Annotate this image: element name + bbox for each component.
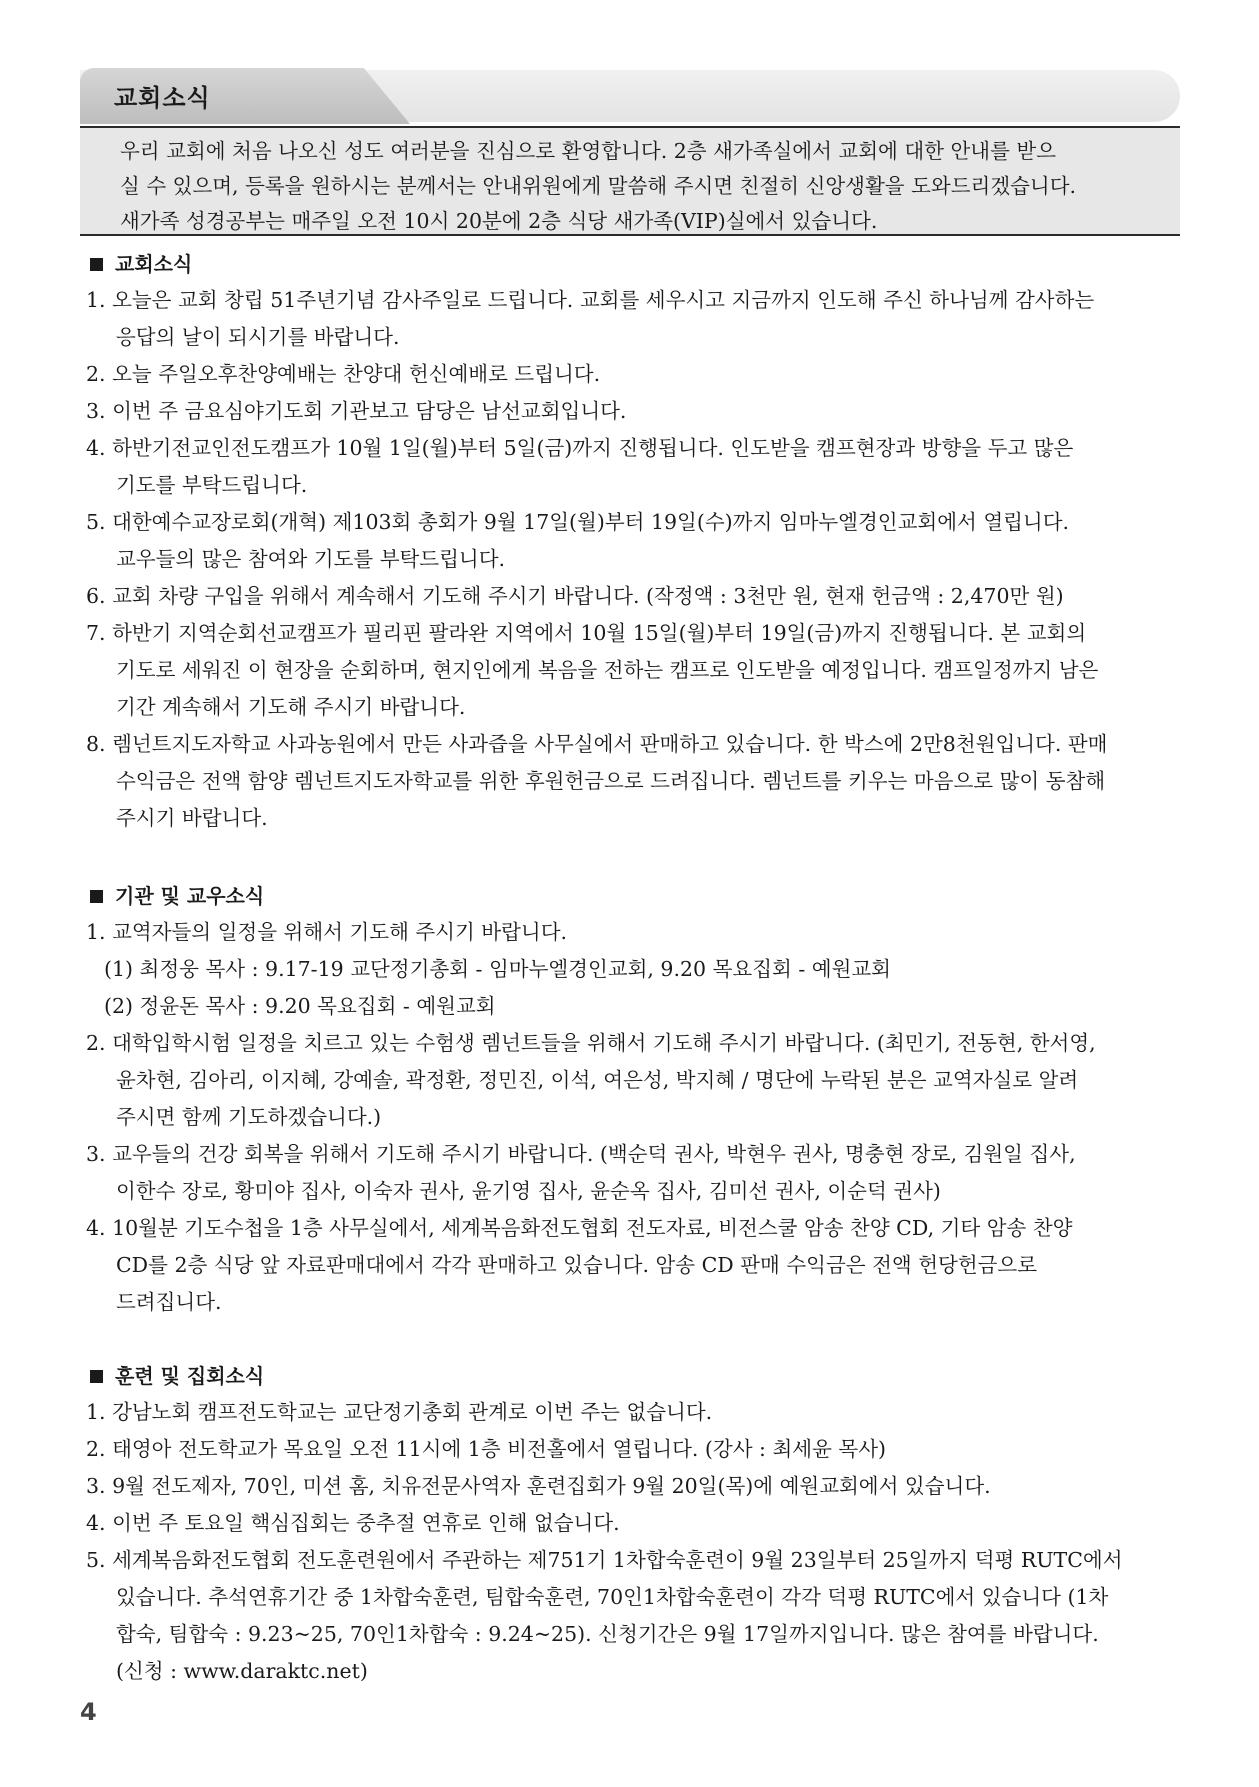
item-line: 2. 대학입학시험 일정을 치르고 있는 수험생 렘넌트들을 위해서 기도해 주시기 바랍니다. (최민기, 전동현, 한서영, <box>86 1031 1096 1055</box>
item-line: 4. 하반기전교인전도캠프가 10월 1일(월)부터 5일(금)까지 진행됩니다. 인도받을 캠프현장과 방향을 두고 많은 <box>86 436 1074 460</box>
list-item <box>86 1505 1186 1542</box>
square-bullet-icon <box>90 890 103 903</box>
welcome-line: 새가족 성경공부는 매주일 오전 10시 20분에 2층 식당 새가족(VIP)실에서 있습니다. <box>120 209 878 233</box>
section-title-text: 훈련 및 집회소식 <box>115 1364 265 1388</box>
list-item <box>86 1431 1186 1468</box>
item-line: 교우들의 많은 참여와 기도를 부탁드립니다. <box>116 547 506 571</box>
item-line: 3. 9월 전도제자, 70인, 미션 홈, 치유전문사역자 훈련집회가 9월 20일(목)에 예원교회에서 있습니다. <box>86 1474 991 1498</box>
page-title: 교회소식 <box>114 84 211 112</box>
list-item <box>86 1394 1186 1431</box>
sub-item: (2) 정윤돈 목사 : 9.20 목요집회 - 예원교회 <box>104 994 496 1018</box>
square-bullet-icon <box>90 258 103 271</box>
item-line: 윤차현, 김아리, 이지혜, 강예솔, 곽정환, 정민진, 이석, 여은성, 박지혜 / 명단에 누락된 분은 교역자실로 알려 <box>116 1068 1079 1092</box>
welcome-box <box>80 126 1180 236</box>
item-line: 합숙, 팀합숙 : 9.23~25, 70인1차합숙 : 9.24~25). 신청기간은 9월 17일까지입니다. 많은 참여를 바랍니다. <box>116 1622 1099 1646</box>
item-line: 8. 렘넌트지도자학교 사과농원에서 만든 사과즙을 사무실에서 판매하고 있습니다. 한 박스에 2만8천원입니다. 판매 <box>86 732 1108 756</box>
item-line: 1. 오늘은 교회 창립 51주년기념 감사주일로 드립니다. 교회를 세우시고 지금까지 인도해 주신 하나님께 감사하는 <box>86 288 1095 312</box>
list-item <box>86 282 1186 356</box>
section-church-news <box>86 246 1186 837</box>
list-item <box>86 393 1186 430</box>
item-line: 드려집니다. <box>116 1290 222 1314</box>
section-title-text: 기관 및 교우소식 <box>115 884 265 908</box>
item-line: 이한수 장로, 황미야 집사, 이숙자 권사, 윤기영 집사, 윤순옥 집사, 김미선 권사, 이순덕 권사) <box>116 1179 941 1203</box>
item-line: 기도를 부탁드립니다. <box>116 473 308 497</box>
list-item <box>86 726 1186 837</box>
item-line: 5. 대한예수교장로회(개혁) 제103회 총회가 9월 17일(월)부터 19일(수)까지 임마누엘경인교회에서 열립니다. <box>86 510 1070 534</box>
item-line: 기간 계속해서 기도해 주시기 바랍니다. <box>116 695 466 719</box>
item-line: 4. 이번 주 토요일 핵심집회는 중추절 연휴로 인해 없습니다. <box>86 1511 620 1535</box>
list-item <box>86 1210 1186 1321</box>
page-number: 4 <box>80 1698 97 1726</box>
section-title-text: 교회소식 <box>115 252 193 276</box>
list-item <box>86 1136 1186 1210</box>
item-line: 3. 교우들의 건강 회복을 위해서 기도해 주시기 바랍니다. (백순덕 권사, 박현우 권사, 명충현 장로, 김원일 집사, <box>86 1142 1076 1166</box>
section-training-news <box>86 1358 1186 1690</box>
section-title <box>86 1358 1186 1394</box>
item-line: 3. 이번 주 금요심야기도회 기관보고 담당은 남선교회입니다. <box>86 399 627 423</box>
list-item <box>86 914 1186 1025</box>
item-line: 2. 태영아 전도학교가 목요일 오전 11시에 1층 비전홀에서 열립니다. (강사 : 최세윤 목사) <box>86 1437 886 1461</box>
item-line: 있습니다. 추석연휴기간 중 1차합숙훈련, 팀합숙훈련, 70인1차합숙훈련이 각각 덕평 RUTC에서 있습니다 (1차 <box>116 1585 1109 1609</box>
item-line: 4. 10월분 기도수첩을 1층 사무실에서, 세계복음화전도협회 전도자료, 비전스쿨 암송 찬양 CD, 기타 암송 찬양 <box>86 1216 1073 1240</box>
list-item <box>86 615 1186 726</box>
list-item <box>86 430 1186 504</box>
item-line: 6. 교회 차량 구입을 위해서 계속해서 기도해 주시기 바랍니다. (작정액 : 3천만 원, 현재 헌금액 : 2,470만 원) <box>86 584 1064 608</box>
section-member-news <box>86 878 1186 1321</box>
item-line: 주시면 함께 기도하겠습니다.) <box>116 1105 382 1129</box>
sub-item: (1) 최정웅 목사 : 9.17-19 교단정기총회 - 임마누엘경인교회, 9.20 목요집회 - 예원교회 <box>104 957 891 981</box>
square-bullet-icon <box>90 1370 103 1383</box>
item-line: 주시기 바랍니다. <box>116 806 268 830</box>
item-line: 5. 세계복음화전도협회 전도훈련원에서 주관하는 제751기 1차합숙훈련이 9월 23일부터 25일까지 덕평 RUTC에서 <box>86 1548 1123 1572</box>
section-header <box>80 68 1180 124</box>
welcome-line: 실 수 있으며, 등록을 원하시는 분께서는 안내위원에게 말씀해 주시면 친절히 신앙생활을 도와드리겠습니다. <box>120 174 1077 198</box>
section-title <box>86 878 1186 914</box>
list-item <box>86 1542 1186 1690</box>
list-item <box>86 578 1186 615</box>
welcome-line: 우리 교회에 처음 나오신 성도 여러분을 진심으로 환영합니다. 2층 새가족실에서 교회에 대한 안내를 받으 <box>120 139 1056 163</box>
item-line: 1. 강남노회 캠프전도학교는 교단정기총회 관계로 이번 주는 없습니다. <box>86 1400 713 1424</box>
list-item <box>86 1468 1186 1505</box>
item-line: 수익금은 전액 함양 렘넌트지도자학교를 위한 후원헌금으로 드려집니다. 렘넌트를 키우는 마음으로 많이 동참해 <box>116 769 1106 793</box>
item-line: CD를 2층 식당 앞 자료판매대에서 각각 판매하고 있습니다. 암송 CD 판매 수익금은 전액 헌당헌금으로 <box>116 1253 1038 1277</box>
item-line: 2. 오늘 주일오후찬양예배는 찬양대 헌신예배로 드립니다. <box>86 362 601 386</box>
item-line: 1. 교역자들의 일정을 위해서 기도해 주시기 바랍니다. <box>86 920 568 944</box>
section-title <box>86 246 1186 282</box>
list-item <box>86 356 1186 393</box>
item-line: 응답의 날이 되시기를 바랍니다. <box>116 325 400 349</box>
list-item <box>86 504 1186 578</box>
item-line: 7. 하반기 지역순회선교캠프가 필리핀 팔라완 지역에서 10월 15일(월)부터 19일(금)까지 진행됩니다. 본 교회의 <box>86 621 1087 645</box>
list-item <box>86 1025 1186 1136</box>
item-line: (신청 : www.daraktc.net) <box>116 1659 368 1683</box>
item-line: 기도로 세워진 이 현장을 순회하며, 현지인에게 복음을 전하는 캠프로 인도받을 예정입니다. 캠프일정까지 남은 <box>116 658 1099 682</box>
